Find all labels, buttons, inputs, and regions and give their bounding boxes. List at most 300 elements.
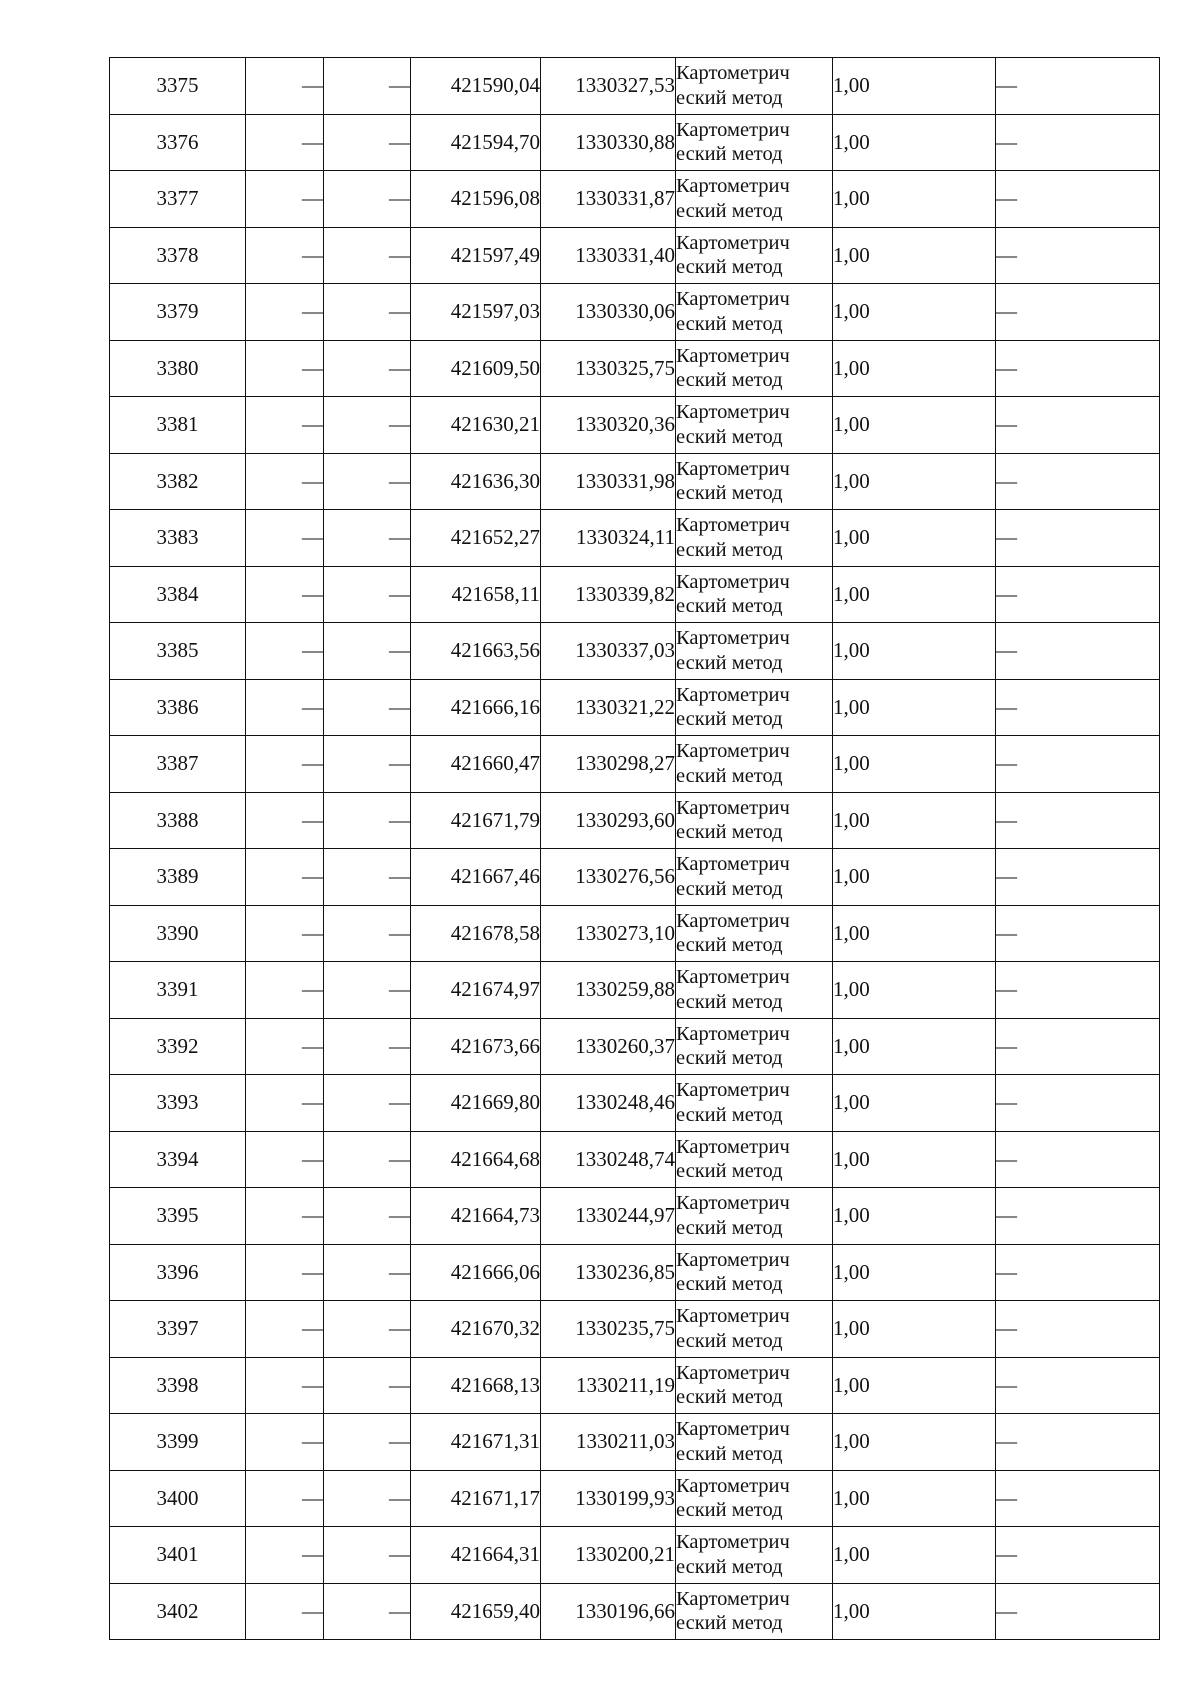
table-row: [110, 962, 1160, 1019]
method-line: Картометрич: [676, 683, 790, 706]
empty-cell-b: —: [324, 284, 411, 341]
point-number-cell: 3384: [110, 566, 246, 623]
method-line: еский метод: [676, 143, 783, 166]
coordinate-y-cell: 1330260,37: [541, 1018, 676, 1075]
description-cell: —: [996, 1018, 1160, 1075]
empty-cell-a: —: [246, 1583, 324, 1640]
method-line: еский метод: [676, 1160, 783, 1183]
coordinate-y-cell: 1330321,22: [541, 679, 676, 736]
point-number-cell: 3402: [110, 1583, 246, 1640]
description-cell: —: [996, 905, 1160, 962]
table-row: [110, 453, 1160, 510]
coordinate-y-cell: 1330325,75: [541, 340, 676, 397]
method-line: еский метод: [676, 1555, 783, 1578]
coordinate-x-cell: 421609,50: [411, 340, 541, 397]
method-line: еский метод: [676, 1612, 783, 1635]
accuracy-cell: 1,00: [833, 679, 996, 736]
empty-cell-b: —: [324, 736, 411, 793]
method-cell: [676, 58, 833, 115]
coordinate-x-cell: 421668,13: [411, 1357, 541, 1414]
method-line: Картометрич: [676, 966, 790, 989]
accuracy-cell: 1,00: [833, 905, 996, 962]
empty-cell-a: —: [246, 1301, 324, 1358]
point-number-cell: 3396: [110, 1244, 246, 1301]
accuracy-cell: 1,00: [833, 284, 996, 341]
coordinate-y-cell: 1330330,06: [541, 284, 676, 341]
method-line: Картометрич: [676, 1531, 790, 1554]
empty-cell-a: —: [246, 340, 324, 397]
coordinate-y-cell: 1330273,10: [541, 905, 676, 962]
point-number-cell: 3395: [110, 1188, 246, 1245]
accuracy-cell: 1,00: [833, 736, 996, 793]
table-row: [110, 171, 1160, 228]
empty-cell-a: —: [246, 1470, 324, 1527]
method-cell: [676, 1527, 833, 1584]
empty-cell-a: —: [246, 1188, 324, 1245]
method-line: Картометрич: [676, 175, 790, 198]
table-row: [110, 1357, 1160, 1414]
method-line: еский метод: [676, 425, 783, 448]
accuracy-cell: 1,00: [833, 962, 996, 1019]
table-row: [110, 58, 1160, 115]
empty-cell-a: —: [246, 1131, 324, 1188]
coordinate-x-cell: 421671,17: [411, 1470, 541, 1527]
table-row: [110, 227, 1160, 284]
point-number-cell: 3383: [110, 510, 246, 567]
table-body: [110, 58, 1160, 1640]
method-line: еский метод: [676, 708, 783, 731]
method-line: Картометрич: [676, 288, 790, 311]
accuracy-cell: 1,00: [833, 453, 996, 510]
empty-cell-a: —: [246, 510, 324, 567]
description-cell: —: [996, 1244, 1160, 1301]
point-number-cell: 3390: [110, 905, 246, 962]
description-cell: —: [996, 849, 1160, 906]
accuracy-cell: 1,00: [833, 1018, 996, 1075]
table-row: [110, 566, 1160, 623]
method-line: Картометрич: [676, 796, 790, 819]
empty-cell-a: —: [246, 171, 324, 228]
accuracy-cell: 1,00: [833, 1583, 996, 1640]
accuracy-cell: 1,00: [833, 792, 996, 849]
accuracy-cell: 1,00: [833, 1414, 996, 1471]
coordinate-y-cell: 1330236,85: [541, 1244, 676, 1301]
method-cell: [676, 1301, 833, 1358]
method-line: еский метод: [676, 1329, 783, 1352]
method-cell: [676, 566, 833, 623]
method-line: еский метод: [676, 482, 783, 505]
point-number-cell: 3380: [110, 340, 246, 397]
coordinate-x-cell: 421671,31: [411, 1414, 541, 1471]
coordinate-y-cell: 1330276,56: [541, 849, 676, 906]
method-cell: [676, 1131, 833, 1188]
accuracy-cell: 1,00: [833, 1470, 996, 1527]
empty-cell-a: —: [246, 1018, 324, 1075]
empty-cell-b: —: [324, 171, 411, 228]
coordinate-y-cell: 1330293,60: [541, 792, 676, 849]
coordinate-y-cell: 1330330,88: [541, 114, 676, 171]
description-cell: —: [996, 962, 1160, 1019]
description-cell: —: [996, 510, 1160, 567]
point-number-cell: 3397: [110, 1301, 246, 1358]
empty-cell-b: —: [324, 1188, 411, 1245]
coordinate-y-cell: 1330235,75: [541, 1301, 676, 1358]
coordinate-x-cell: 421663,56: [411, 623, 541, 680]
coordinate-y-cell: 1330248,46: [541, 1075, 676, 1132]
method-line: Картометрич: [676, 1474, 790, 1497]
coordinate-y-cell: 1330211,19: [541, 1357, 676, 1414]
coordinate-y-cell: 1330331,40: [541, 227, 676, 284]
method-cell: [676, 171, 833, 228]
table-row: [110, 340, 1160, 397]
point-number-cell: 3391: [110, 962, 246, 1019]
method-line: еский метод: [676, 990, 783, 1013]
coordinate-x-cell: 421659,40: [411, 1583, 541, 1640]
coordinate-y-cell: 1330244,97: [541, 1188, 676, 1245]
empty-cell-b: —: [324, 905, 411, 962]
accuracy-cell: 1,00: [833, 171, 996, 228]
description-cell: —: [996, 1188, 1160, 1245]
description-cell: —: [996, 792, 1160, 849]
method-line: еский метод: [676, 595, 783, 618]
empty-cell-a: —: [246, 284, 324, 341]
coordinate-x-cell: 421596,08: [411, 171, 541, 228]
coordinate-x-cell: 421664,31: [411, 1527, 541, 1584]
empty-cell-b: —: [324, 849, 411, 906]
empty-cell-a: —: [246, 1357, 324, 1414]
description-cell: —: [996, 566, 1160, 623]
accuracy-cell: 1,00: [833, 1188, 996, 1245]
table-row: [110, 905, 1160, 962]
table-row: [110, 1583, 1160, 1640]
point-number-cell: 3381: [110, 397, 246, 454]
empty-cell-b: —: [324, 1414, 411, 1471]
table-row: [110, 1075, 1160, 1132]
coordinate-x-cell: 421664,68: [411, 1131, 541, 1188]
point-number-cell: 3394: [110, 1131, 246, 1188]
method-line: еский метод: [676, 821, 783, 844]
empty-cell-b: —: [324, 340, 411, 397]
method-line: Картометрич: [676, 1079, 790, 1102]
table-row: [110, 792, 1160, 849]
coordinate-y-cell: 1330199,93: [541, 1470, 676, 1527]
point-number-cell: 3379: [110, 284, 246, 341]
method-cell: [676, 1583, 833, 1640]
empty-cell-a: —: [246, 114, 324, 171]
method-line: еский метод: [676, 199, 783, 222]
coordinate-x-cell: 421660,47: [411, 736, 541, 793]
empty-cell-a: —: [246, 1414, 324, 1471]
method-cell: [676, 397, 833, 454]
coordinate-y-cell: 1330331,98: [541, 453, 676, 510]
coordinate-x-cell: 421597,49: [411, 227, 541, 284]
method-line: Картометрич: [676, 457, 790, 480]
point-number-cell: 3387: [110, 736, 246, 793]
table-row: [110, 1188, 1160, 1245]
empty-cell-b: —: [324, 1244, 411, 1301]
point-number-cell: 3398: [110, 1357, 246, 1414]
table-row: [110, 849, 1160, 906]
accuracy-cell: 1,00: [833, 1301, 996, 1358]
empty-cell-a: —: [246, 1527, 324, 1584]
method-line: Картометрич: [676, 1305, 790, 1328]
coordinate-x-cell: 421667,46: [411, 849, 541, 906]
coordinate-y-cell: 1330196,66: [541, 1583, 676, 1640]
point-number-cell: 3399: [110, 1414, 246, 1471]
coordinate-x-cell: 421670,32: [411, 1301, 541, 1358]
empty-cell-a: —: [246, 227, 324, 284]
coordinate-x-cell: 421652,27: [411, 510, 541, 567]
empty-cell-a: —: [246, 849, 324, 906]
accuracy-cell: 1,00: [833, 227, 996, 284]
coordinate-y-cell: 1330331,87: [541, 171, 676, 228]
description-cell: —: [996, 623, 1160, 680]
method-cell: [676, 284, 833, 341]
coordinate-x-cell: 421597,03: [411, 284, 541, 341]
table-row: [110, 1527, 1160, 1584]
description-cell: —: [996, 58, 1160, 115]
table-row: [110, 1414, 1160, 1471]
point-number-cell: 3389: [110, 849, 246, 906]
empty-cell-b: —: [324, 227, 411, 284]
description-cell: —: [996, 340, 1160, 397]
method-cell: [676, 1414, 833, 1471]
description-cell: —: [996, 1131, 1160, 1188]
method-line: Картометрич: [676, 1248, 790, 1271]
method-cell: [676, 114, 833, 171]
table-row: [110, 679, 1160, 736]
coordinate-x-cell: 421666,16: [411, 679, 541, 736]
method-line: Картометрич: [676, 853, 790, 876]
coordinate-y-cell: 1330324,11: [541, 510, 676, 567]
method-cell: [676, 227, 833, 284]
coordinate-y-cell: 1330320,36: [541, 397, 676, 454]
description-cell: —: [996, 1357, 1160, 1414]
table-row: [110, 1301, 1160, 1358]
method-line: Картометрич: [676, 344, 790, 367]
coordinate-y-cell: 1330298,27: [541, 736, 676, 793]
empty-cell-b: —: [324, 679, 411, 736]
coordinate-x-cell: 421678,58: [411, 905, 541, 962]
accuracy-cell: 1,00: [833, 114, 996, 171]
method-line: еский метод: [676, 256, 783, 279]
method-cell: [676, 679, 833, 736]
point-number-cell: 3392: [110, 1018, 246, 1075]
coordinate-y-cell: 1330339,82: [541, 566, 676, 623]
method-line: еский метод: [676, 1047, 783, 1070]
description-cell: —: [996, 171, 1160, 228]
coordinate-x-cell: 421666,06: [411, 1244, 541, 1301]
method-line: еский метод: [676, 312, 783, 335]
method-line: Картометрич: [676, 514, 790, 537]
accuracy-cell: 1,00: [833, 1244, 996, 1301]
method-line: Картометрич: [676, 1361, 790, 1384]
empty-cell-b: —: [324, 623, 411, 680]
coordinate-y-cell: 1330337,03: [541, 623, 676, 680]
point-number-cell: 3386: [110, 679, 246, 736]
method-line: еский метод: [676, 538, 783, 561]
method-cell: [676, 1470, 833, 1527]
method-cell: [676, 340, 833, 397]
coordinate-x-cell: 421594,70: [411, 114, 541, 171]
method-cell: [676, 623, 833, 680]
coordinate-y-cell: 1330259,88: [541, 962, 676, 1019]
method-cell: [676, 510, 833, 567]
coordinate-x-cell: 421590,04: [411, 58, 541, 115]
accuracy-cell: 1,00: [833, 849, 996, 906]
description-cell: —: [996, 1527, 1160, 1584]
empty-cell-b: —: [324, 566, 411, 623]
empty-cell-a: —: [246, 623, 324, 680]
empty-cell-a: —: [246, 679, 324, 736]
method-line: еский метод: [676, 369, 783, 392]
coordinate-x-cell: 421671,79: [411, 792, 541, 849]
coordinate-x-cell: 421658,11: [411, 566, 541, 623]
method-line: еский метод: [676, 1499, 783, 1522]
coordinate-y-cell: 1330327,53: [541, 58, 676, 115]
description-cell: —: [996, 1470, 1160, 1527]
method-line: еский метод: [676, 934, 783, 957]
accuracy-cell: 1,00: [833, 510, 996, 567]
description-cell: —: [996, 736, 1160, 793]
empty-cell-a: —: [246, 397, 324, 454]
method-line: Картометрич: [676, 1135, 790, 1158]
table-row: [110, 114, 1160, 171]
method-line: Картометрич: [676, 570, 790, 593]
method-line: Картометрич: [676, 1192, 790, 1215]
method-line: Картометрич: [676, 62, 790, 85]
method-cell: [676, 849, 833, 906]
empty-cell-b: —: [324, 397, 411, 454]
table-row: [110, 736, 1160, 793]
method-line: Картометрич: [676, 627, 790, 650]
method-line: Картометрич: [676, 1587, 790, 1610]
empty-cell-b: —: [324, 1131, 411, 1188]
point-number-cell: 3376: [110, 114, 246, 171]
point-number-cell: 3377: [110, 171, 246, 228]
point-number-cell: 3401: [110, 1527, 246, 1584]
empty-cell-b: —: [324, 1075, 411, 1132]
table-row: [110, 1018, 1160, 1075]
description-cell: —: [996, 453, 1160, 510]
accuracy-cell: 1,00: [833, 340, 996, 397]
coordinate-x-cell: 421673,66: [411, 1018, 541, 1075]
description-cell: —: [996, 284, 1160, 341]
table-row: [110, 284, 1160, 341]
table-row: [110, 623, 1160, 680]
coordinate-y-cell: 1330200,21: [541, 1527, 676, 1584]
table-row: [110, 397, 1160, 454]
empty-cell-a: —: [246, 453, 324, 510]
description-cell: —: [996, 227, 1160, 284]
empty-cell-a: —: [246, 566, 324, 623]
empty-cell-b: —: [324, 1018, 411, 1075]
method-line: Картометрич: [676, 1022, 790, 1045]
point-number-cell: 3388: [110, 792, 246, 849]
method-line: Картометрич: [676, 401, 790, 424]
method-cell: [676, 1244, 833, 1301]
method-cell: [676, 1018, 833, 1075]
description-cell: —: [996, 1583, 1160, 1640]
method-line: еский метод: [676, 1273, 783, 1296]
empty-cell-b: —: [324, 1583, 411, 1640]
coordinate-y-cell: 1330248,74: [541, 1131, 676, 1188]
empty-cell-a: —: [246, 736, 324, 793]
empty-cell-b: —: [324, 792, 411, 849]
accuracy-cell: 1,00: [833, 1527, 996, 1584]
method-line: Картометрич: [676, 1418, 790, 1441]
point-number-cell: 3400: [110, 1470, 246, 1527]
point-number-cell: 3393: [110, 1075, 246, 1132]
description-cell: —: [996, 1301, 1160, 1358]
method-line: еский метод: [676, 877, 783, 900]
accuracy-cell: 1,00: [833, 58, 996, 115]
point-number-cell: 3378: [110, 227, 246, 284]
accuracy-cell: 1,00: [833, 566, 996, 623]
empty-cell-a: —: [246, 792, 324, 849]
empty-cell-a: —: [246, 1244, 324, 1301]
description-cell: —: [996, 114, 1160, 171]
accuracy-cell: 1,00: [833, 1075, 996, 1132]
coordinate-x-cell: 421630,21: [411, 397, 541, 454]
coordinate-x-cell: 421636,30: [411, 453, 541, 510]
empty-cell-b: —: [324, 1527, 411, 1584]
coordinate-y-cell: 1330211,03: [541, 1414, 676, 1471]
method-line: еский метод: [676, 86, 783, 109]
empty-cell-a: —: [246, 962, 324, 1019]
description-cell: —: [996, 397, 1160, 454]
empty-cell-b: —: [324, 510, 411, 567]
method-line: Картометрич: [676, 909, 790, 932]
method-cell: [676, 1075, 833, 1132]
table-row: [110, 1244, 1160, 1301]
empty-cell-b: —: [324, 114, 411, 171]
method-line: еский метод: [676, 1386, 783, 1409]
method-line: Картометрич: [676, 118, 790, 141]
method-line: еский метод: [676, 1216, 783, 1239]
empty-cell-b: —: [324, 58, 411, 115]
table-row: [110, 1470, 1160, 1527]
description-cell: —: [996, 1414, 1160, 1471]
method-line: Картометрич: [676, 740, 790, 763]
accuracy-cell: 1,00: [833, 1357, 996, 1414]
description-cell: —: [996, 679, 1160, 736]
empty-cell-a: —: [246, 58, 324, 115]
method-line: еский метод: [676, 764, 783, 787]
empty-cell-b: —: [324, 1357, 411, 1414]
accuracy-cell: 1,00: [833, 1131, 996, 1188]
method-cell: [676, 1357, 833, 1414]
description-cell: —: [996, 1075, 1160, 1132]
point-number-cell: 3375: [110, 58, 246, 115]
method-line: еский метод: [676, 1103, 783, 1126]
table-row: [110, 1131, 1160, 1188]
empty-cell-a: —: [246, 1075, 324, 1132]
coordinate-x-cell: 421664,73: [411, 1188, 541, 1245]
point-number-cell: 3382: [110, 453, 246, 510]
method-cell: [676, 962, 833, 1019]
table-row: [110, 510, 1160, 567]
method-cell: [676, 736, 833, 793]
method-cell: [676, 792, 833, 849]
empty-cell-b: —: [324, 962, 411, 1019]
accuracy-cell: 1,00: [833, 623, 996, 680]
empty-cell-b: —: [324, 453, 411, 510]
method-cell: [676, 453, 833, 510]
point-number-cell: 3385: [110, 623, 246, 680]
empty-cell-a: —: [246, 905, 324, 962]
method-line: еский метод: [676, 1442, 783, 1465]
